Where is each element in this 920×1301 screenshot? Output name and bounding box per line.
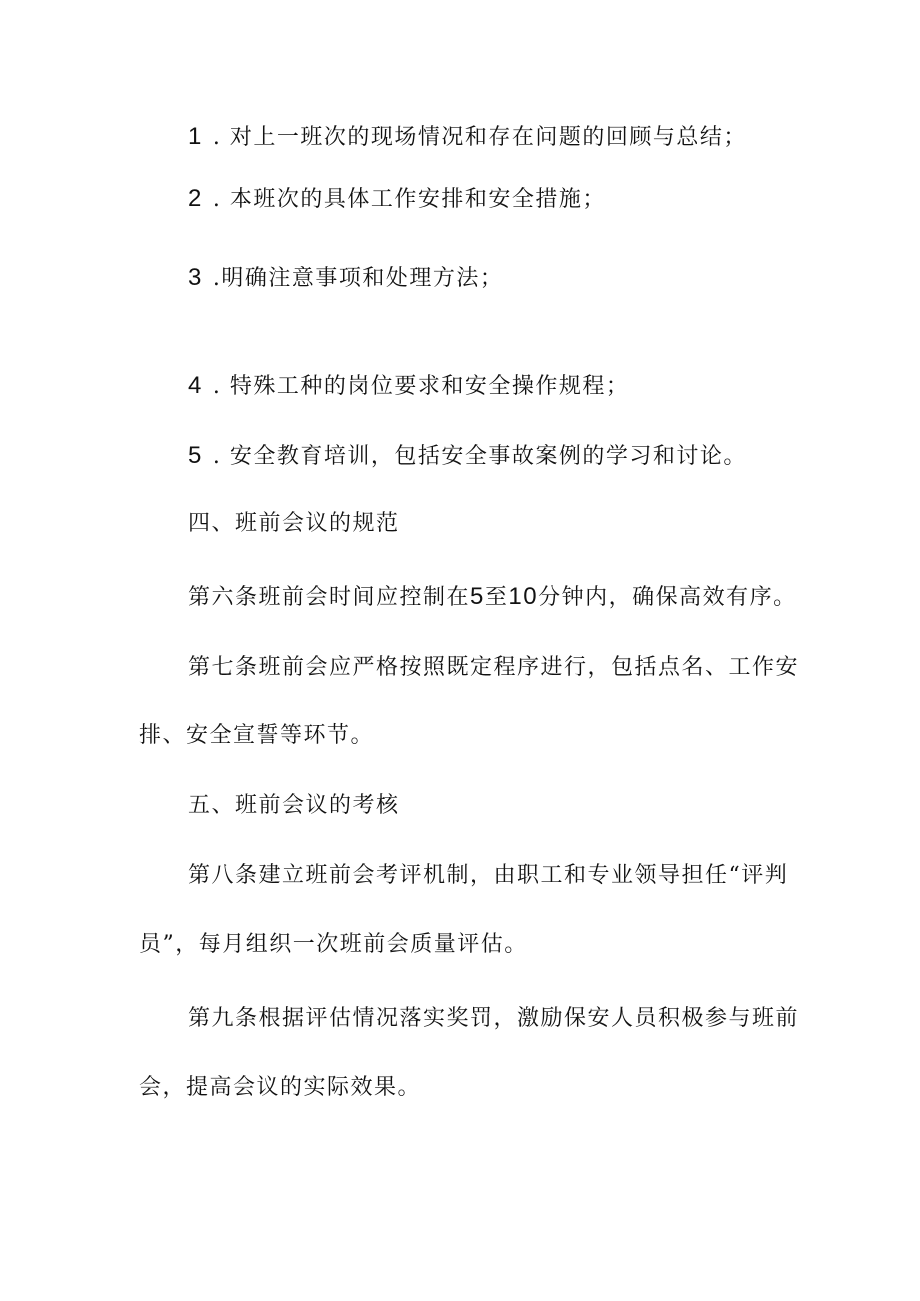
list-item-number: 4 (188, 372, 203, 399)
list-item-5 (188, 441, 747, 472)
list-item-number: 5 (188, 442, 203, 469)
section-heading-5: 五、班前会议的考核 (188, 793, 400, 818)
article-number: 10 (508, 583, 539, 610)
article-7-line-2: 排、安全宣誓等环节。 (139, 723, 375, 748)
list-item-number: 1 (188, 123, 203, 150)
list-item-4 (188, 371, 629, 402)
list-item-text: . 对上一班次的现场情况和存在问题的回顾与总结； (212, 125, 747, 150)
article-text: 第六条班前会时间应控制在 (188, 585, 471, 610)
article-6 (188, 582, 797, 613)
list-item-1 (188, 122, 747, 153)
article-9-line-2: 会，提高会议的实际效果。 (139, 1075, 422, 1100)
article-text: 分钟内，确保高效有序。 (538, 585, 797, 610)
list-item-text: .明确注意事项和处理方法； (212, 266, 504, 291)
article-8-line-2: 员”，每月组织一次班前会质量评估。 (139, 932, 528, 957)
article-8-line-1: 第八条建立班前会考评机制，由职工和专业领导担任“评判 (188, 863, 789, 888)
article-9-line-1: 第九条根据评估情况落实奖罚，激励保安人员积极参与班前 (188, 1006, 800, 1031)
section-heading-4: 四、班前会议的规范 (188, 511, 400, 536)
article-7-line-1: 第七条班前会应严格按照既定程序进行，包括点名、工作安 (188, 655, 800, 680)
article-text: 至 (484, 585, 509, 610)
article-number: 5 (470, 583, 485, 610)
list-item-text: . 特殊工种的岗位要求和安全操作规程； (212, 374, 630, 399)
list-item-text: . 本班次的具体工作安排和安全措施； (212, 187, 606, 212)
list-item-2 (188, 184, 606, 215)
list-item-number: 2 (188, 185, 203, 212)
list-item-3 (188, 263, 503, 294)
list-item-number: 3 (188, 264, 203, 291)
list-item-text: . 安全教育培训，包括安全事故案例的学习和讨论。 (212, 444, 747, 469)
